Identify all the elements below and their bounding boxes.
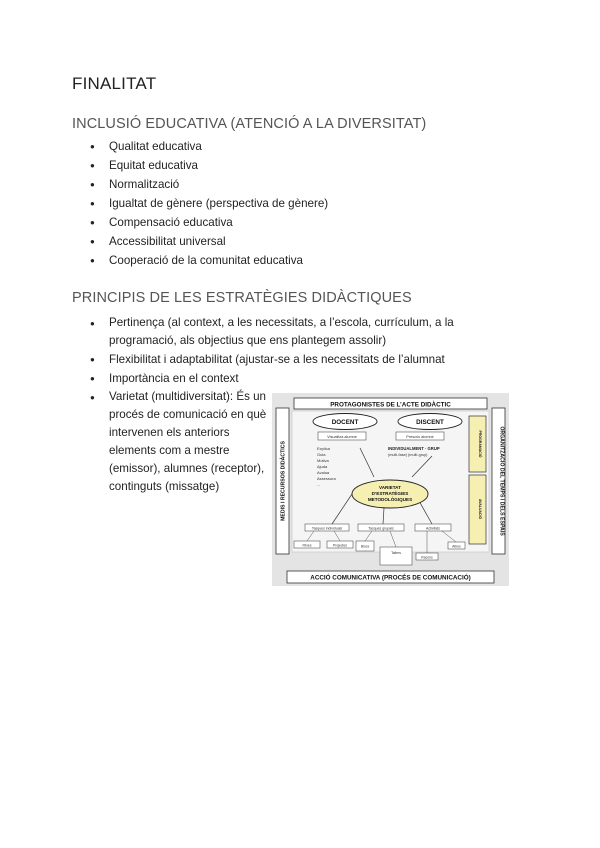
list-item: ● Normalització [90,175,328,194]
discent-note-1: INDIVIDUALMENT · GRUP [388,446,440,451]
center-label-3: METODOLÒGIQUES [367,497,413,502]
section-heading-principis: PRINCIPIS DE LES ESTRATÈGIES DIDÀCTIQUES [72,290,412,306]
left-side-label: MEDIS I RECURSOS DIDÀCTICS [280,441,287,521]
list-item: ● Qualitat educativa [90,137,328,156]
center-label-2: D’ESTRATÈGIES [371,491,409,496]
inclusio-list [90,137,328,270]
list-item: ● Compensació educativa [90,213,328,232]
row2-box [380,547,412,565]
top-banner-label: PROTAGONISTES DE L’ACTE DIDÀCTIC [330,401,451,409]
docent-sub-label: Visualitza alumne [327,435,357,439]
list-item: ● Pertinença (al context, a les necessitats, a l’escola, currículum, a la programació, als objectius que ens plantegem assolir) [90,314,479,350]
discent-label: DISCENT [416,419,444,426]
list-item: ● Varietat (multidiversitat): És un procés de comunicació en què intervenen els anteriors elements com a mestre (emissor), alumnes (receptor), continguts (missatge) [90,388,279,496]
verb-label: Motiva [317,458,329,463]
row2-label: Tallers [391,551,401,555]
row1-label: Activitats [425,526,441,531]
list-item: ● Cooperació de la comunitat educativa [90,251,328,270]
row2-label: Projectes [332,543,348,548]
row2-label: Blocs [360,544,370,549]
row1-label: Tasques grupals [368,526,394,531]
discent-sub-label: Prescriu alumne [406,435,434,439]
list-item: ● Importància en el context [90,369,490,388]
right-box-1-label: PROGRAMACIÓ [478,430,482,458]
discent-note-2: (multi-fase) (multi-grup) [388,453,428,457]
row2-label: Altres [452,544,461,549]
row2-label: Racons [421,555,433,560]
center-label-1: VARIETAT [379,485,401,490]
page-title: FINALITAT [72,74,157,93]
right-box-avaluacio [469,475,486,544]
verb-label: Ajuda [317,464,328,469]
section-heading-inclusio: INCLUSIÓ EDUCATIVA (ATENCIÓ A LA DIVERSITAT) [72,116,427,132]
didactic-act-diagram [272,393,509,586]
row1-label: Tasques individuals [311,526,343,531]
verb-label: Assessora [317,476,336,481]
verb-label: Avalua [317,470,330,475]
verb-label: Guia [317,452,326,457]
bottom-banner-label: ACCIÓ COMUNICATIVA (PROCÉS DE COMUNICACIÓ) [310,574,471,582]
list-item: ● Equitat educativa [90,156,328,175]
docent-label: DOCENT [331,419,359,426]
verb-label: Explica [317,446,330,451]
list-item: ● Accessibilitat universal [90,232,328,251]
verb-label: ... [317,482,321,487]
right-box-2-label: AVALUACIÓ [478,498,482,520]
row2-label: Fitxes [302,543,312,548]
list-item: ● Igualtat de gènere (perspectiva de gènere) [90,194,328,213]
right-side-label: ORGANITZACIÓ DEL TEMPS I DELS ESPAIS [498,426,505,536]
right-box-programacio [469,416,486,472]
list-item: ● Flexibilitat i adaptabilitat (ajustar-se a les necessitats de l’alumnat [90,350,490,369]
